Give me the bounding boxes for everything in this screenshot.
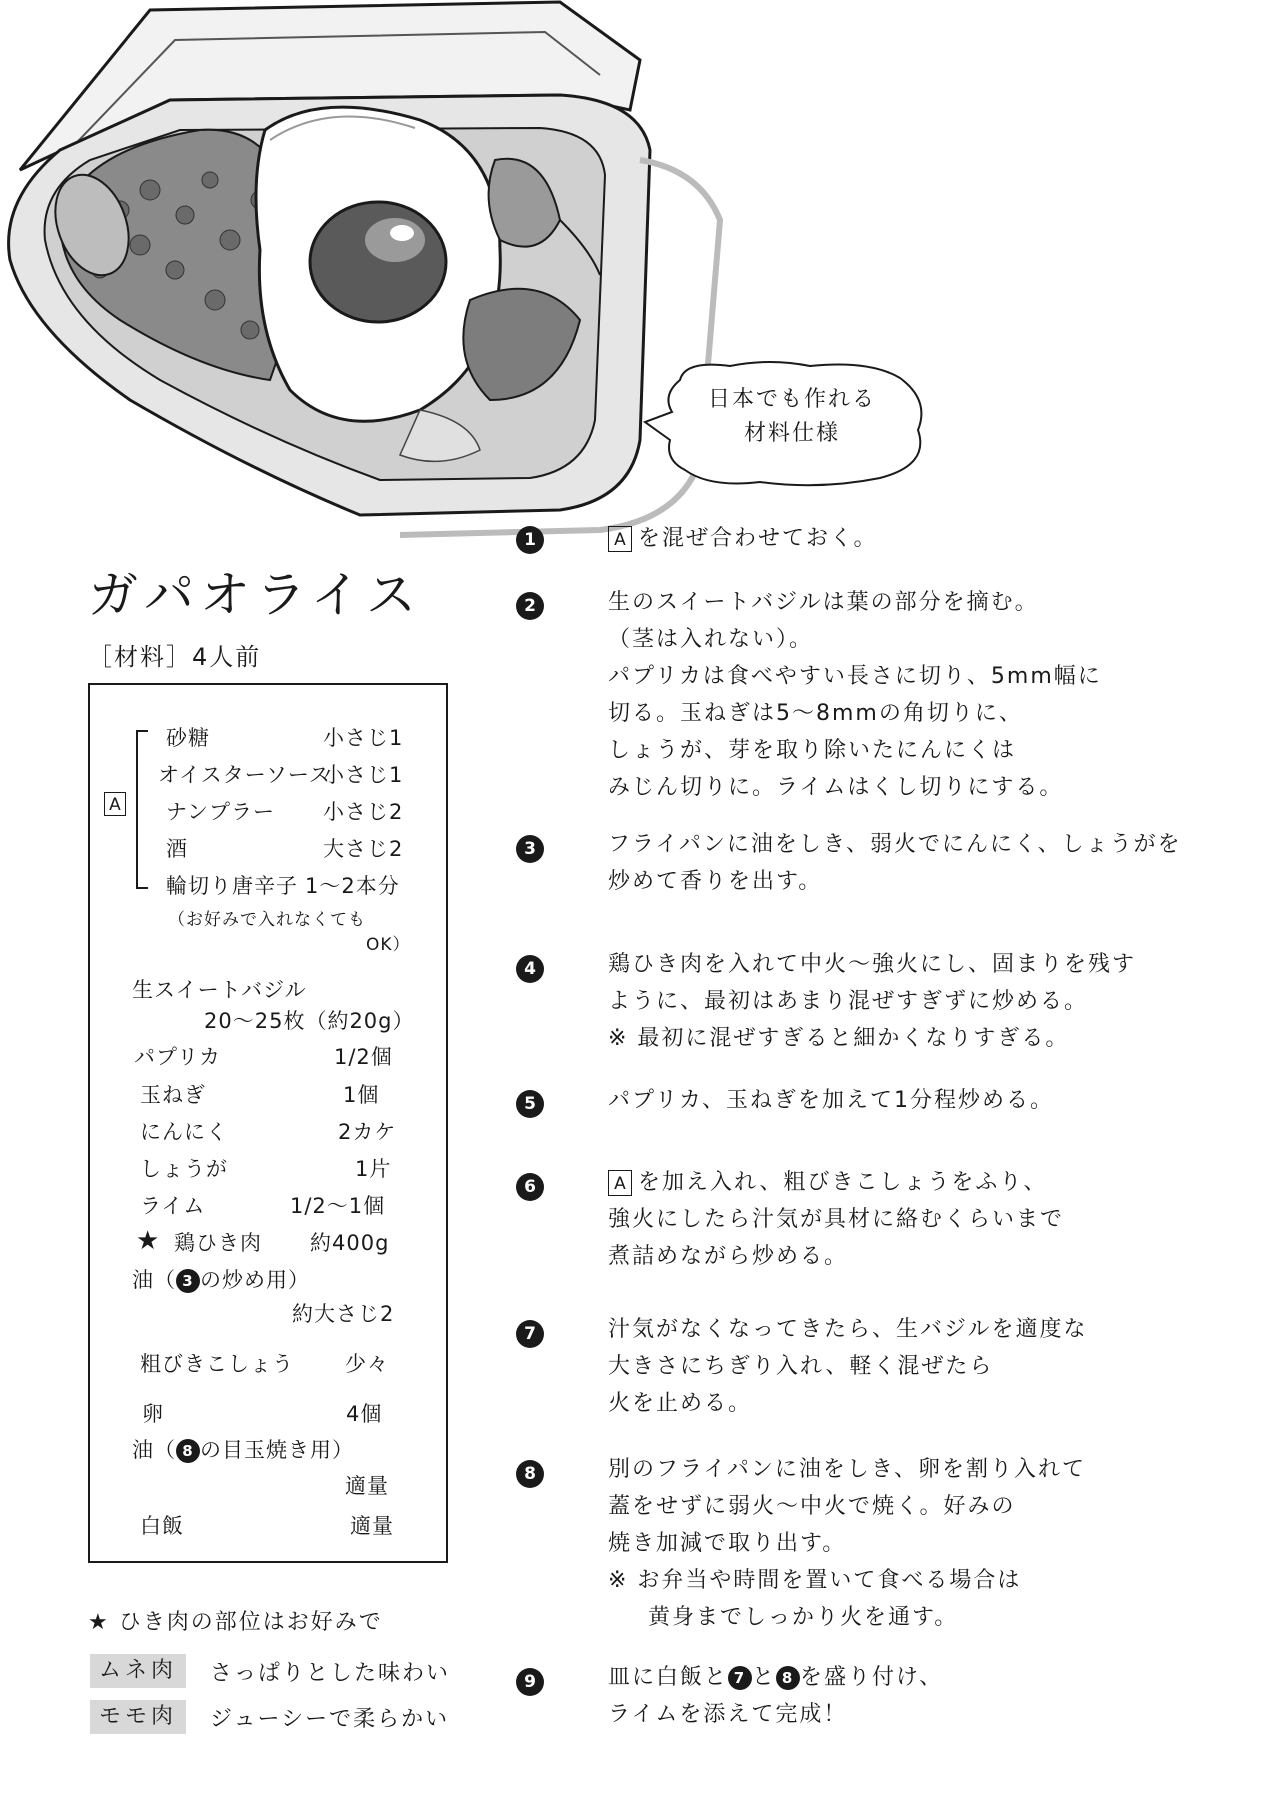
- cut-tag: ムネ肉: [90, 1654, 186, 1688]
- recipe-title: ガパオライス: [88, 566, 422, 624]
- step-ref-8-icon: 8: [776, 1666, 800, 1690]
- step-line: 蓋をせずに弱火〜中火で焼く。好みの: [608, 1494, 1016, 1519]
- ingredient-garlic-amount: 2カケ: [338, 1120, 397, 1144]
- step-line: 火を止める。: [608, 1391, 753, 1416]
- cut-description: ジューシーで柔らかい: [210, 1707, 450, 1732]
- step-3-text: [608, 826, 1182, 900]
- sauce-item-amount: 1〜2本分: [305, 874, 400, 898]
- ingredient-onion: 玉ねぎ: [140, 1083, 206, 1107]
- ingredient-pepper-amount: 少々: [345, 1352, 389, 1376]
- sauce-item-name: 砂糖: [166, 726, 210, 750]
- ingredient-lime-amount: 1/2〜1個: [290, 1194, 386, 1218]
- step-line: ※ お弁当や時間を置いて食べる場合は: [608, 1568, 1022, 1593]
- step-line: 大きさにちぎり入れ、軽く混ぜたら: [608, 1354, 994, 1379]
- cut-tag: モモ肉: [90, 1700, 186, 1734]
- ingredient-onion-amount: 1個: [343, 1083, 380, 1107]
- step-number-icon: 8: [516, 1460, 544, 1488]
- ingredient-oil-egg-amount: 適量: [345, 1474, 389, 1498]
- step-ref-3-icon: 3: [176, 1269, 200, 1293]
- meat-cut-note: ★ ひき肉の部位はお好みで: [88, 1610, 383, 1635]
- ingredient-egg-amount: 4個: [346, 1402, 383, 1426]
- ingredient-chicken: 鶏ひき肉: [174, 1231, 262, 1255]
- ingredient-oil-stirfry-amount: 約大さじ2: [292, 1302, 395, 1326]
- step-line: 汁気がなくなってきたら、生バジルを適度な: [608, 1317, 1088, 1342]
- step-line: フライパンに油をしき、弱火でにんにく、しょうがを: [608, 832, 1182, 857]
- oil-usage: の目玉焼き用）: [200, 1438, 354, 1462]
- sauce-a-label: A: [104, 792, 126, 816]
- step-number-icon: 6: [516, 1173, 544, 1201]
- step-line: を加え入れ、粗びきこしょうをふり、: [638, 1170, 1048, 1195]
- step-line: 皿に白飯と: [608, 1665, 729, 1690]
- sauce-item-name: オイスターソース: [158, 763, 331, 787]
- ingredient-ginger: しょうが: [140, 1157, 228, 1181]
- sauce-item-name: 輪切り唐辛子: [166, 874, 298, 898]
- step-line: パプリカは食べやすい長さに切り、5mm幅に: [608, 664, 1102, 689]
- sauce-a-label: A: [608, 526, 632, 552]
- ingredient-lime: ライム: [140, 1194, 206, 1218]
- sauce-item-amount: 大さじ2: [323, 837, 404, 861]
- step-7-text: [608, 1311, 1087, 1422]
- step-8-text: [608, 1451, 1086, 1636]
- step-line: 生のスイートバジルは葉の部分を摘む。: [608, 590, 1039, 615]
- step-line: 煮詰めながら炒める。: [608, 1244, 849, 1269]
- ingredient-paprika-amount: 1/2個: [334, 1045, 393, 1069]
- bubble-line-1: 日本でも作れる: [707, 387, 876, 412]
- step-ref-8-icon: 8: [176, 1439, 200, 1463]
- oil-usage: の炒め用）: [200, 1268, 310, 1292]
- ingredient-basil: 生スイートバジル: [132, 978, 307, 1002]
- step-line: みじん切りに。ライムはくし切りにする。: [608, 775, 1064, 800]
- step-line: 鶏ひき肉を入れて中火〜強火にし、固まりを残す: [608, 952, 1137, 977]
- step-9-text: [608, 1659, 943, 1733]
- ingredient-chicken-amount: 約400g: [310, 1231, 390, 1255]
- star-icon: ★: [136, 1226, 161, 1256]
- step-line: 焼き加減で取り出す。: [608, 1531, 847, 1556]
- step-line: ライムを添えて完成！: [608, 1702, 848, 1727]
- step-number-icon: 4: [516, 955, 544, 983]
- step-number-icon: 3: [516, 835, 544, 863]
- ingredient-basil-amount: 20〜25枚（約20g）: [204, 1009, 415, 1033]
- ingredient-oil-stirfry: [132, 1264, 310, 1294]
- step-line: しょうが、芽を取り除いたにんにくは: [608, 738, 1017, 763]
- step-number-icon: 7: [516, 1320, 544, 1348]
- ingredient-oil-egg: [132, 1434, 354, 1464]
- sauce-item-name: ナンプラー: [166, 800, 275, 824]
- bubble-text: [672, 383, 912, 451]
- ingredient-rice: 白飯: [140, 1514, 184, 1538]
- step-1-line: を混ぜ合わせておく。: [638, 526, 878, 551]
- step-2-text: [608, 584, 1102, 806]
- step-line: ように、最初はあまり混ぜすぎずに炒める。: [608, 989, 1089, 1014]
- sauce-item-amount: 小さじ1: [323, 726, 404, 750]
- step-5-text: パプリカ、玉ねぎを加えて1分程炒める。: [608, 1088, 1055, 1113]
- ingredient-paprika: パプリカ: [134, 1045, 221, 1069]
- step-line: を盛り付け、: [800, 1665, 944, 1690]
- oil-label: 油（: [132, 1268, 176, 1292]
- cut-description: さっぱりとした味わい: [210, 1661, 451, 1686]
- step-ref-7-icon: 7: [728, 1666, 752, 1690]
- ingredient-garlic: にんにく: [140, 1120, 228, 1144]
- step-line: 別のフライパンに油をしき、卵を割り入れて: [608, 1457, 1087, 1482]
- step-line: ※ 最初に混ぜすぎると細かくなりすぎる。: [608, 1026, 1070, 1051]
- step-number-icon: 1: [516, 526, 544, 554]
- oil-label: 油（: [132, 1438, 176, 1462]
- sauce-item-amount: 小さじ2: [323, 800, 404, 824]
- sauce-item-amount: 小さじ1: [323, 763, 404, 787]
- sauce-a-label: A: [608, 1170, 632, 1196]
- sauce-note: （お好みで入れなくても: [168, 910, 366, 930]
- step-line: 強火にしたら汁気が具材に絡むくらいまで: [608, 1207, 1065, 1232]
- step-number-icon: 9: [516, 1668, 544, 1696]
- step-number-icon: 5: [516, 1090, 544, 1118]
- sauce-note-ok: OK）: [366, 935, 411, 955]
- step-line: （茎は入れない）。: [608, 627, 814, 652]
- ingredient-egg: 卵: [142, 1402, 164, 1426]
- ingredient-pepper: 粗びきこしょう: [140, 1352, 294, 1376]
- servings-label: ［材料］4人前: [88, 643, 262, 671]
- step-number-icon: 2: [516, 592, 544, 620]
- ingredient-rice-amount: 適量: [350, 1514, 394, 1538]
- step-4-text: [608, 946, 1136, 1057]
- step-1-text: [608, 520, 878, 557]
- sauce-bracket: [136, 730, 148, 889]
- ingredient-ginger-amount: 1片: [355, 1157, 392, 1181]
- step-line: 切る。玉ねぎは5〜8mmの角切りに、: [608, 701, 1023, 726]
- sauce-item-name: 酒: [166, 837, 188, 861]
- step-6-text: [608, 1164, 1064, 1275]
- step-line: 黄身までしっかり火を通す。: [648, 1605, 959, 1630]
- step-line: と: [752, 1665, 777, 1690]
- step-line: 炒めて香りを出す。: [608, 869, 823, 894]
- bubble-line-2: 材料仕様: [743, 421, 840, 446]
